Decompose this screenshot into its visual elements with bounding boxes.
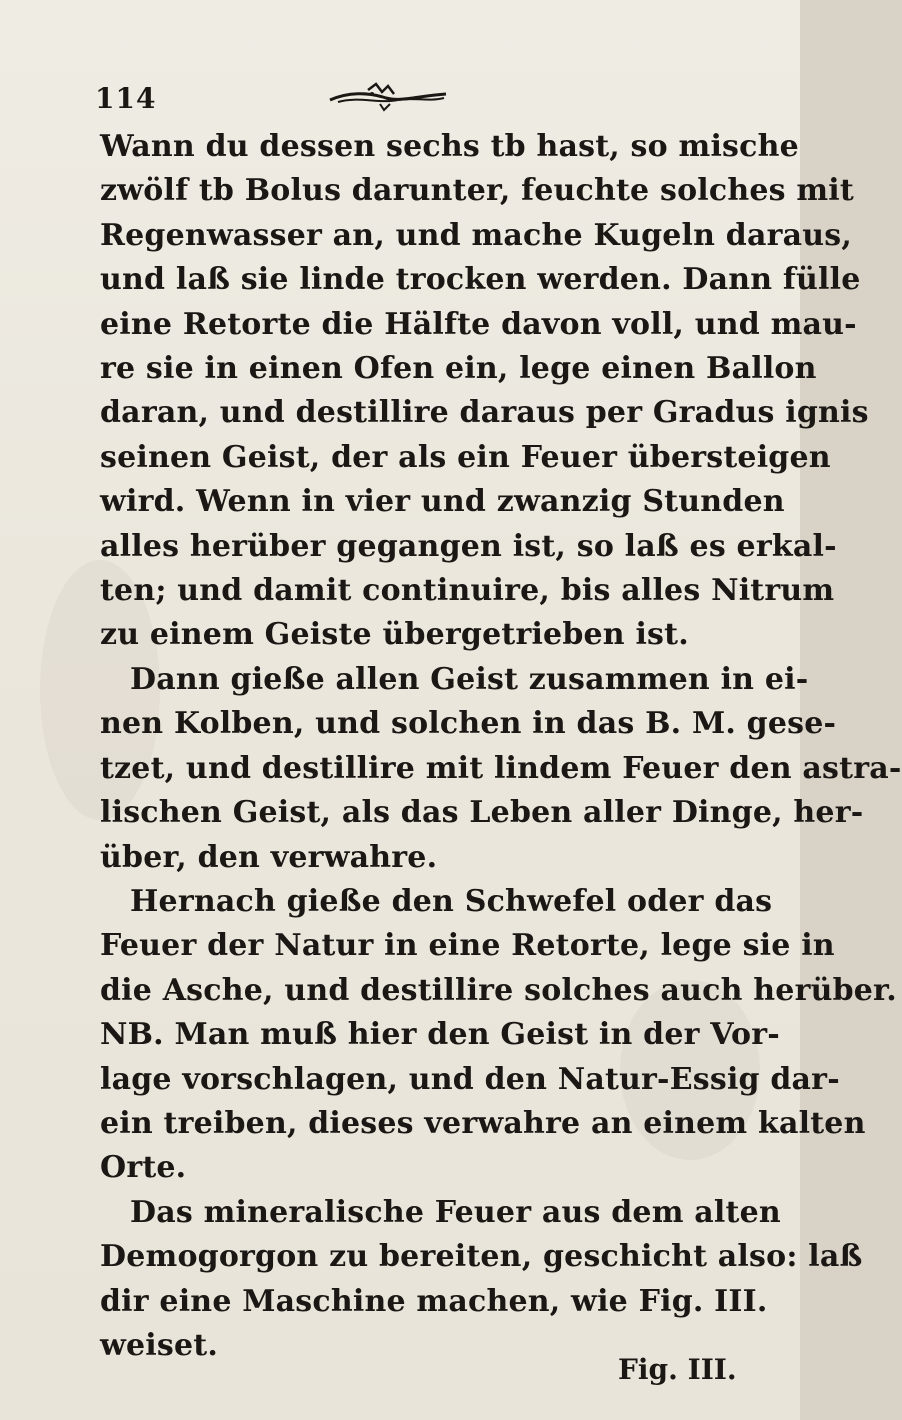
text-line: lage vorschlagen, und den Natur-Essig dar- (100, 1061, 840, 1097)
text-line: Regenwasser an, und mache Kugeln daraus, (100, 217, 852, 253)
text-line: Demogorgon zu bereiten, geschicht also: laß (100, 1239, 863, 1275)
text-line: und laß sie linde trocken werden. Dann fülle (100, 262, 861, 298)
text-line: zwölf tb Bolus darunter, feuchte solches mit (100, 173, 854, 209)
text-line: seinen Geist, der als ein Feuer übersteigen (100, 439, 831, 475)
decorative-ornament-icon (328, 82, 448, 110)
text-line: tzet, und destillire mit lindem Feuer den astra- (100, 750, 902, 786)
text-line: Das mineralische Feuer aus dem alten (130, 1194, 781, 1230)
text-line: eine Retorte die Hälfte davon voll, und mau- (100, 306, 857, 342)
text-line: zu einem Geiste übergetrieben ist. (100, 617, 689, 653)
text-line: Feuer der Natur in eine Retorte, lege sie in (100, 928, 835, 964)
text-line: Hernach gieße den Schwefel oder das (130, 883, 773, 919)
text-line: über, den verwahre. (100, 839, 438, 875)
text-line: Orte. (100, 1150, 187, 1186)
text-line: dir eine Maschine machen, wie Fig. III. (100, 1283, 768, 1319)
text-line: die Asche, und destillire solches auch herüber. (100, 972, 897, 1008)
text-line: ein treiben, dieses verwahre an einem kalten (100, 1105, 866, 1141)
text-line: nen Kolben, und solchen in das B. M. gese- (100, 706, 837, 742)
text-line: alles herüber gegangen ist, so laß es erkal- (100, 528, 837, 564)
text-line: Dann gieße allen Geist zusammen in ei- (130, 661, 809, 697)
text-line: ten; und damit continuire, bis alles Nitrum (100, 573, 835, 609)
text-line: weiset. (100, 1327, 218, 1363)
text-line: wird. Wenn in vier und zwanzig Stunden (100, 484, 785, 520)
text-line: Wann du dessen sechs tb hast, so mische (100, 129, 799, 164)
page-number: 114 (95, 82, 157, 115)
catchword: Fig. III. (618, 1353, 737, 1386)
text-line: NB. Man muß hier den Geist in der Vor- (100, 1017, 780, 1053)
text-line: daran, und destillire daraus per Gradus ignis (100, 395, 869, 431)
text-line: re sie in einen Ofen ein, lege einen Ballon (100, 351, 817, 387)
text-line: lischen Geist, als das Leben aller Dinge, her- (100, 795, 864, 831)
body-text (100, 125, 902, 1368)
